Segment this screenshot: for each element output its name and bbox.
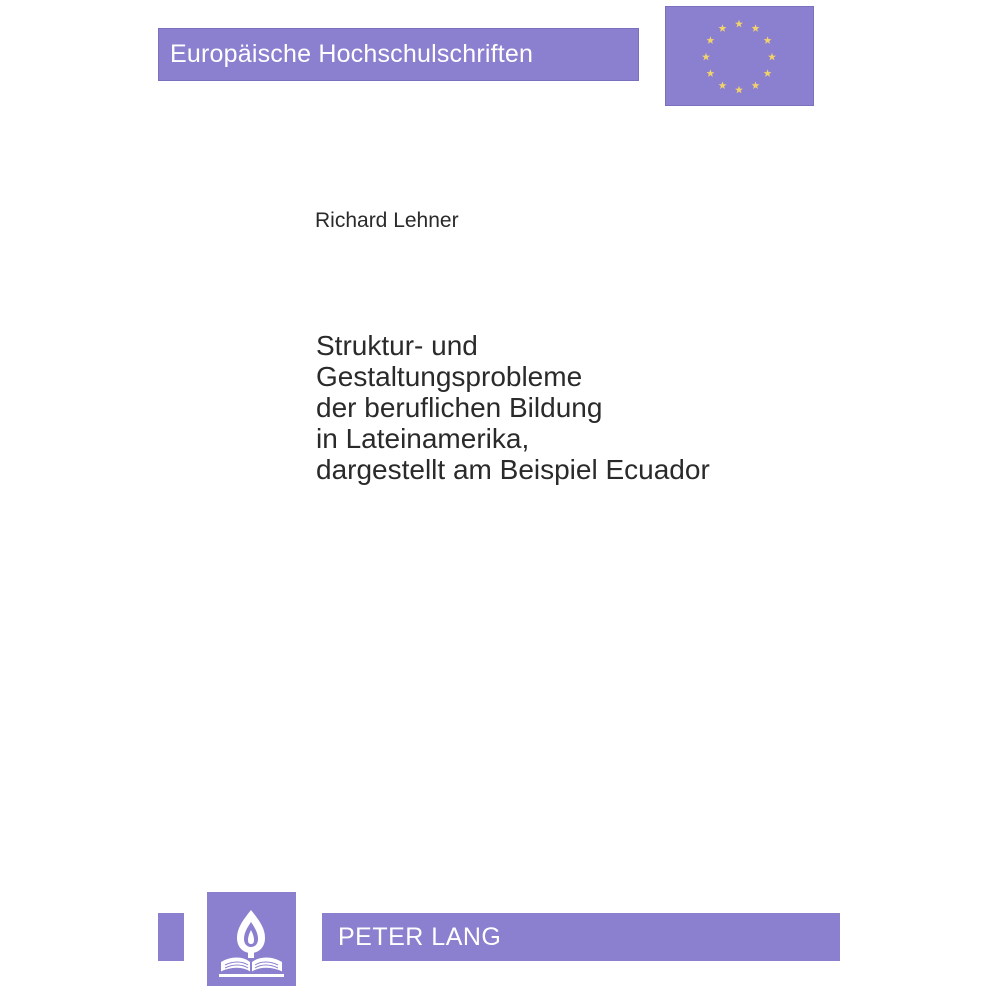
book-title-line: Gestaltungsprobleme (316, 361, 583, 392)
book-title-line: Struktur- und (316, 330, 478, 361)
book-title (316, 330, 710, 485)
eu-star-icon (768, 53, 776, 61)
eu-stars-svg (665, 6, 814, 106)
book-title-line: dargestellt am Beispiel Ecuador (316, 454, 710, 485)
decorative-block (158, 913, 184, 961)
eu-star-icon (702, 53, 710, 61)
series-title: Europäische Hochschulschriften (170, 40, 534, 68)
eu-star-icon (706, 69, 714, 77)
publisher-logo (207, 892, 296, 986)
eu-star-icon (764, 69, 772, 77)
series-banner (158, 28, 639, 81)
eu-star-icon (735, 20, 743, 28)
flame-book-logo-icon (207, 892, 296, 986)
eu-star-icon (764, 36, 772, 44)
author-name: Richard Lehner (315, 209, 459, 232)
eu-star-icon (719, 24, 727, 32)
publisher-name: PETER LANG (338, 923, 502, 951)
eu-star-icon (752, 24, 760, 32)
eu-star-icon (735, 86, 743, 94)
eu-star-icon (706, 36, 714, 44)
book-title-line: der beruflichen Bildung (316, 392, 603, 423)
publisher-banner (322, 913, 840, 961)
eu-star-icon (752, 81, 760, 89)
eu-star-icon (719, 81, 727, 89)
book-title-line: in Lateinamerika, (316, 423, 530, 454)
eu-stars-circle-icon (665, 6, 814, 106)
